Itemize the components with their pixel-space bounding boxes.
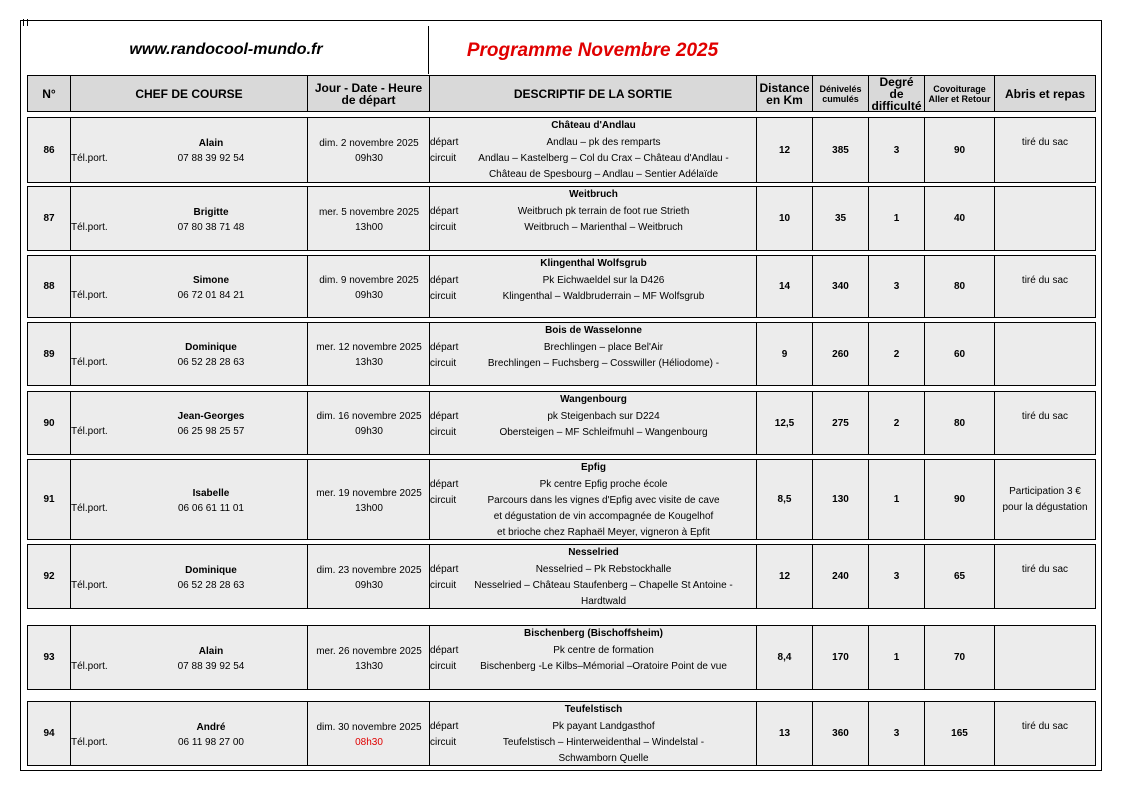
shelter-cell	[995, 460, 1095, 539]
shelter-text: pour la dégustation	[1002, 501, 1088, 513]
description-cell	[430, 626, 757, 689]
col-header-denivele: Dénivelés cumulés	[812, 75, 869, 112]
circuit-label: circuit	[430, 495, 457, 506]
shelter-cell	[995, 392, 1095, 454]
departure-date: dim. 2 novembre 2025	[319, 138, 419, 149]
carpool-value: 90	[925, 460, 995, 539]
col-header-date: Jour - Date - Heure de départ	[307, 75, 430, 112]
shelter-cell	[995, 702, 1095, 765]
outing-number: 92	[28, 545, 71, 608]
outing-number: 93	[28, 626, 71, 689]
description-cell	[430, 256, 757, 317]
circuit-label: circuit	[430, 153, 457, 164]
chef-cell	[71, 118, 308, 182]
description-cell	[430, 118, 757, 182]
depart-label: départ	[430, 721, 459, 732]
outing-title: Nesselried	[568, 547, 619, 558]
chef-name: Alain	[198, 645, 224, 657]
difficulty-value: 3	[869, 118, 925, 182]
depart-label: départ	[430, 206, 459, 217]
description-cell	[430, 460, 757, 539]
departure-date: dim. 23 novembre 2025	[316, 564, 422, 576]
departure-time: 13h30	[355, 357, 383, 368]
title-separator	[428, 26, 429, 74]
outing-number: 90	[28, 392, 71, 454]
outing-title: Klingenthal Wolfsgrub	[540, 258, 647, 269]
chef-phone: 06 25 98 25 57	[177, 426, 245, 437]
carpool-value: 60	[925, 323, 995, 385]
carpool-value: 165	[925, 702, 995, 765]
chef-cell	[71, 392, 308, 454]
carpool-value: 65	[925, 545, 995, 608]
table-row	[27, 322, 1096, 386]
outing-number: 91	[28, 460, 71, 539]
departure-time: 09h30	[355, 579, 383, 591]
circuit-line: Schwamborn Quelle	[558, 753, 649, 764]
shelter-cell	[995, 626, 1095, 689]
table-row	[27, 625, 1096, 690]
chef-name: Jean-Georges	[177, 411, 245, 422]
depart-label: départ	[430, 479, 459, 490]
depart-location: Nesselried – Pk Rebstockhalle	[535, 564, 672, 575]
description-cell	[430, 702, 757, 765]
phone-label: Tél.port.	[71, 357, 108, 368]
difficulty-value: 3	[869, 256, 925, 317]
carpool-value: 80	[925, 256, 995, 317]
departure-date: mer. 12 novembre 2025	[316, 342, 422, 353]
table-row	[27, 391, 1096, 455]
elevation-value: 240	[813, 545, 869, 608]
distance-value: 9	[757, 323, 813, 385]
circuit-line: Obersteigen – MF Schleifmuhl – Wangenbourg	[499, 427, 708, 438]
col-header-difficulty: Degré de difficulté	[868, 75, 925, 112]
circuit-line: Andlau – Kastelberg – Col du Crax – Château d'Andlau -	[478, 153, 729, 164]
chef-phone: 07 80 38 71 48	[177, 221, 245, 233]
shelter-text: Participation 3 €	[1009, 485, 1081, 497]
elevation-value: 130	[813, 460, 869, 539]
departure-time: 13h00	[355, 221, 383, 233]
date-cell	[308, 118, 430, 182]
table-row	[27, 255, 1096, 318]
distance-value: 10	[757, 187, 813, 250]
phone-label: Tél.port.	[71, 221, 108, 233]
shelter-text: tiré du sac	[1021, 137, 1069, 148]
difficulty-value: 3	[869, 702, 925, 765]
chef-phone: 07 88 39 92 54	[177, 660, 245, 672]
distance-value: 8,4	[757, 626, 813, 689]
depart-location: Weitbruch pk terrain de foot rue Strieth	[517, 206, 690, 217]
difficulty-value: 1	[869, 626, 925, 689]
difficulty-value: 1	[869, 460, 925, 539]
shelter-cell	[995, 323, 1095, 385]
outing-number: 86	[28, 118, 71, 182]
description-cell	[430, 392, 757, 454]
chef-name: Isabelle	[192, 487, 230, 499]
chef-phone: 06 06 61 11 01	[178, 502, 244, 514]
elevation-value: 360	[813, 702, 869, 765]
depart-label: départ	[430, 275, 459, 286]
col-header-carpool: Covoiturage Aller et Retour	[924, 75, 995, 112]
date-cell	[308, 545, 430, 608]
depart-label: départ	[430, 137, 459, 148]
chef-phone: 07 88 39 92 54	[177, 153, 245, 164]
circuit-line: Nesselried – Château Staufenberg – Chapelle St Antoine -	[474, 580, 733, 591]
outing-number: 89	[28, 323, 71, 385]
circuit-label: circuit	[430, 737, 457, 748]
carpool-value: 80	[925, 392, 995, 454]
difficulty-value: 2	[869, 392, 925, 454]
elevation-value: 385	[813, 118, 869, 182]
circuit-line: Teufelstisch – Hinterweidenthal – Windelstal -	[502, 737, 705, 748]
col-header-num: N°	[27, 75, 71, 112]
depart-label: départ	[430, 564, 459, 575]
departure-time: 09h30	[355, 289, 383, 301]
outing-title: Wangenbourg	[560, 394, 627, 405]
phone-label: Tél.port.	[71, 579, 108, 591]
depart-location: Pk Eichwaeldel sur la D426	[542, 275, 665, 286]
departure-time: 13h30	[355, 660, 383, 672]
distance-value: 12,5	[757, 392, 813, 454]
circuit-line: Klingenthal – Waldbruderrain – MF Wolfsgrub	[502, 291, 705, 302]
description-cell	[430, 545, 757, 608]
outing-title: Bois de Wasselonne	[545, 325, 642, 336]
elevation-value: 340	[813, 256, 869, 317]
circuit-line: Parcours dans les vignes d'Epfig avec visite de cave	[487, 495, 720, 506]
circuit-line: Hardtwald	[580, 596, 627, 607]
date-cell	[308, 256, 430, 317]
shelter-cell	[995, 187, 1095, 250]
table-row	[27, 459, 1096, 540]
chef-cell	[71, 702, 308, 765]
distance-value: 13	[757, 702, 813, 765]
distance-value: 12	[757, 118, 813, 182]
outing-title: Teufelstisch	[564, 704, 623, 715]
outing-title: Weitbruch	[569, 189, 618, 200]
carpool-value: 90	[925, 118, 995, 182]
date-cell	[308, 460, 430, 539]
chef-phone: 06 52 28 28 63	[177, 579, 245, 591]
circuit-label: circuit	[430, 427, 457, 438]
shelter-text: tiré du sac	[1021, 411, 1069, 422]
depart-location: Pk centre de formation	[553, 645, 654, 656]
elevation-value: 275	[813, 392, 869, 454]
shelter-cell	[995, 118, 1095, 182]
difficulty-value: 1	[869, 187, 925, 250]
shelter-text: tiré du sac	[1021, 275, 1069, 286]
distance-value: 8,5	[757, 460, 813, 539]
depart-label: départ	[430, 645, 459, 656]
table-row	[27, 117, 1096, 183]
phone-label: Tél.port.	[71, 289, 108, 301]
departure-time: 09h30	[355, 153, 383, 164]
chef-name: Dominique	[185, 564, 237, 576]
date-cell	[308, 187, 430, 250]
depart-location: Brechlingen – place Bel'Air	[543, 342, 664, 353]
circuit-label: circuit	[430, 661, 457, 672]
difficulty-value: 3	[869, 545, 925, 608]
phone-label: Tél.port.	[71, 660, 108, 672]
chef-cell	[71, 545, 308, 608]
depart-location: Pk payant Landgasthof	[552, 721, 655, 732]
carpool-value: 40	[925, 187, 995, 250]
date-cell	[308, 323, 430, 385]
circuit-line: et dégustation de vin accompagnée de Kougelhof	[493, 511, 714, 522]
departure-date: mer. 5 novembre 2025	[318, 206, 420, 218]
circuit-label: circuit	[430, 580, 457, 591]
chef-name: Brigitte	[193, 206, 229, 218]
depart-label: départ	[430, 411, 459, 422]
chef-cell	[71, 187, 308, 250]
circuit-line: Château de Spesbourg – Andlau – Sentier Adélaïde	[488, 169, 719, 180]
shelter-cell	[995, 256, 1095, 317]
outing-number: 87	[28, 187, 71, 250]
date-cell	[308, 626, 430, 689]
circuit-label: circuit	[430, 222, 457, 233]
chef-name: Simone	[192, 274, 230, 286]
departure-date: mer. 26 novembre 2025	[316, 645, 422, 657]
website-url: www.randocool-mundo.fr	[129, 41, 323, 58]
circuit-line: Bischenberg -Le Kilbs–Mémorial –Oratoire Point de vue	[480, 661, 727, 672]
chef-cell	[71, 323, 308, 385]
chef-cell	[71, 626, 308, 689]
programme-title: Programme Novembre 2025	[466, 40, 719, 61]
circuit-line: et brioche chez Raphaël Meyer, vigneron à Epfit	[497, 527, 710, 538]
circuit-label: circuit	[430, 291, 457, 302]
chef-phone: 06 72 01 84 21	[177, 289, 245, 301]
circuit-line: Weitbruch – Marienthal – Weitbruch	[524, 222, 683, 233]
date-cell	[308, 702, 430, 765]
departure-date: dim. 16 novembre 2025	[316, 411, 422, 422]
description-cell	[430, 323, 757, 385]
table-row	[27, 701, 1096, 766]
circuit-line: Brechlingen – Fuchsberg – Cosswiller (Héliodome) -	[487, 358, 720, 369]
outing-title: Bischenberg (Bischoffsheim)	[524, 628, 663, 639]
elevation-value: 170	[813, 626, 869, 689]
departure-date: dim. 30 novembre 2025	[316, 721, 422, 733]
chef-name: André	[196, 721, 226, 733]
phone-label: Tél.port.	[71, 736, 108, 748]
chef-phone: 06 52 28 28 63	[177, 357, 245, 368]
departure-date: dim. 9 novembre 2025	[319, 274, 419, 286]
departure-time: 08h30	[355, 736, 383, 748]
chef-phone: 06 11 98 27 00	[178, 736, 244, 748]
chef-name: Dominique	[185, 342, 237, 353]
chef-cell	[71, 460, 308, 539]
phone-label: Tél.port.	[71, 502, 108, 514]
outing-number: 88	[28, 256, 71, 317]
outing-number: 94	[28, 702, 71, 765]
col-header-chef: CHEF DE COURSE	[70, 75, 308, 112]
col-header-shelter: Abris et repas	[994, 75, 1096, 112]
table-row	[27, 186, 1096, 251]
depart-label: départ	[430, 342, 459, 353]
outing-title: Epfig	[581, 462, 606, 473]
distance-value: 14	[757, 256, 813, 317]
departure-time: 09h30	[355, 426, 383, 437]
phone-label: Tél.port.	[71, 426, 108, 437]
circuit-label: circuit	[430, 358, 457, 369]
shelter-text: tiré du sac	[1021, 564, 1069, 575]
description-cell	[430, 187, 757, 250]
table-row	[27, 544, 1096, 609]
phone-label: Tél.port.	[71, 153, 108, 164]
outing-title: Château d'Andlau	[551, 120, 636, 131]
departure-date: mer. 19 novembre 2025	[316, 487, 422, 499]
chef-cell	[71, 256, 308, 317]
depart-location: pk Steigenbach sur D224	[547, 411, 660, 422]
elevation-value: 35	[813, 187, 869, 250]
depart-location: Pk centre Epfig proche école	[539, 479, 668, 490]
departure-time: 13h00	[355, 502, 383, 514]
col-header-distance: Distance en Km	[756, 75, 813, 112]
col-header-desc: DESCRIPTIF DE LA SORTIE	[429, 75, 757, 112]
corner-mark	[23, 19, 28, 26]
shelter-text: tiré du sac	[1021, 721, 1069, 732]
depart-location: Andlau – pk des remparts	[546, 137, 661, 148]
shelter-cell	[995, 545, 1095, 608]
difficulty-value: 2	[869, 323, 925, 385]
carpool-value: 70	[925, 626, 995, 689]
chef-name: Alain	[198, 138, 224, 149]
elevation-value: 260	[813, 323, 869, 385]
date-cell	[308, 392, 430, 454]
distance-value: 12	[757, 545, 813, 608]
